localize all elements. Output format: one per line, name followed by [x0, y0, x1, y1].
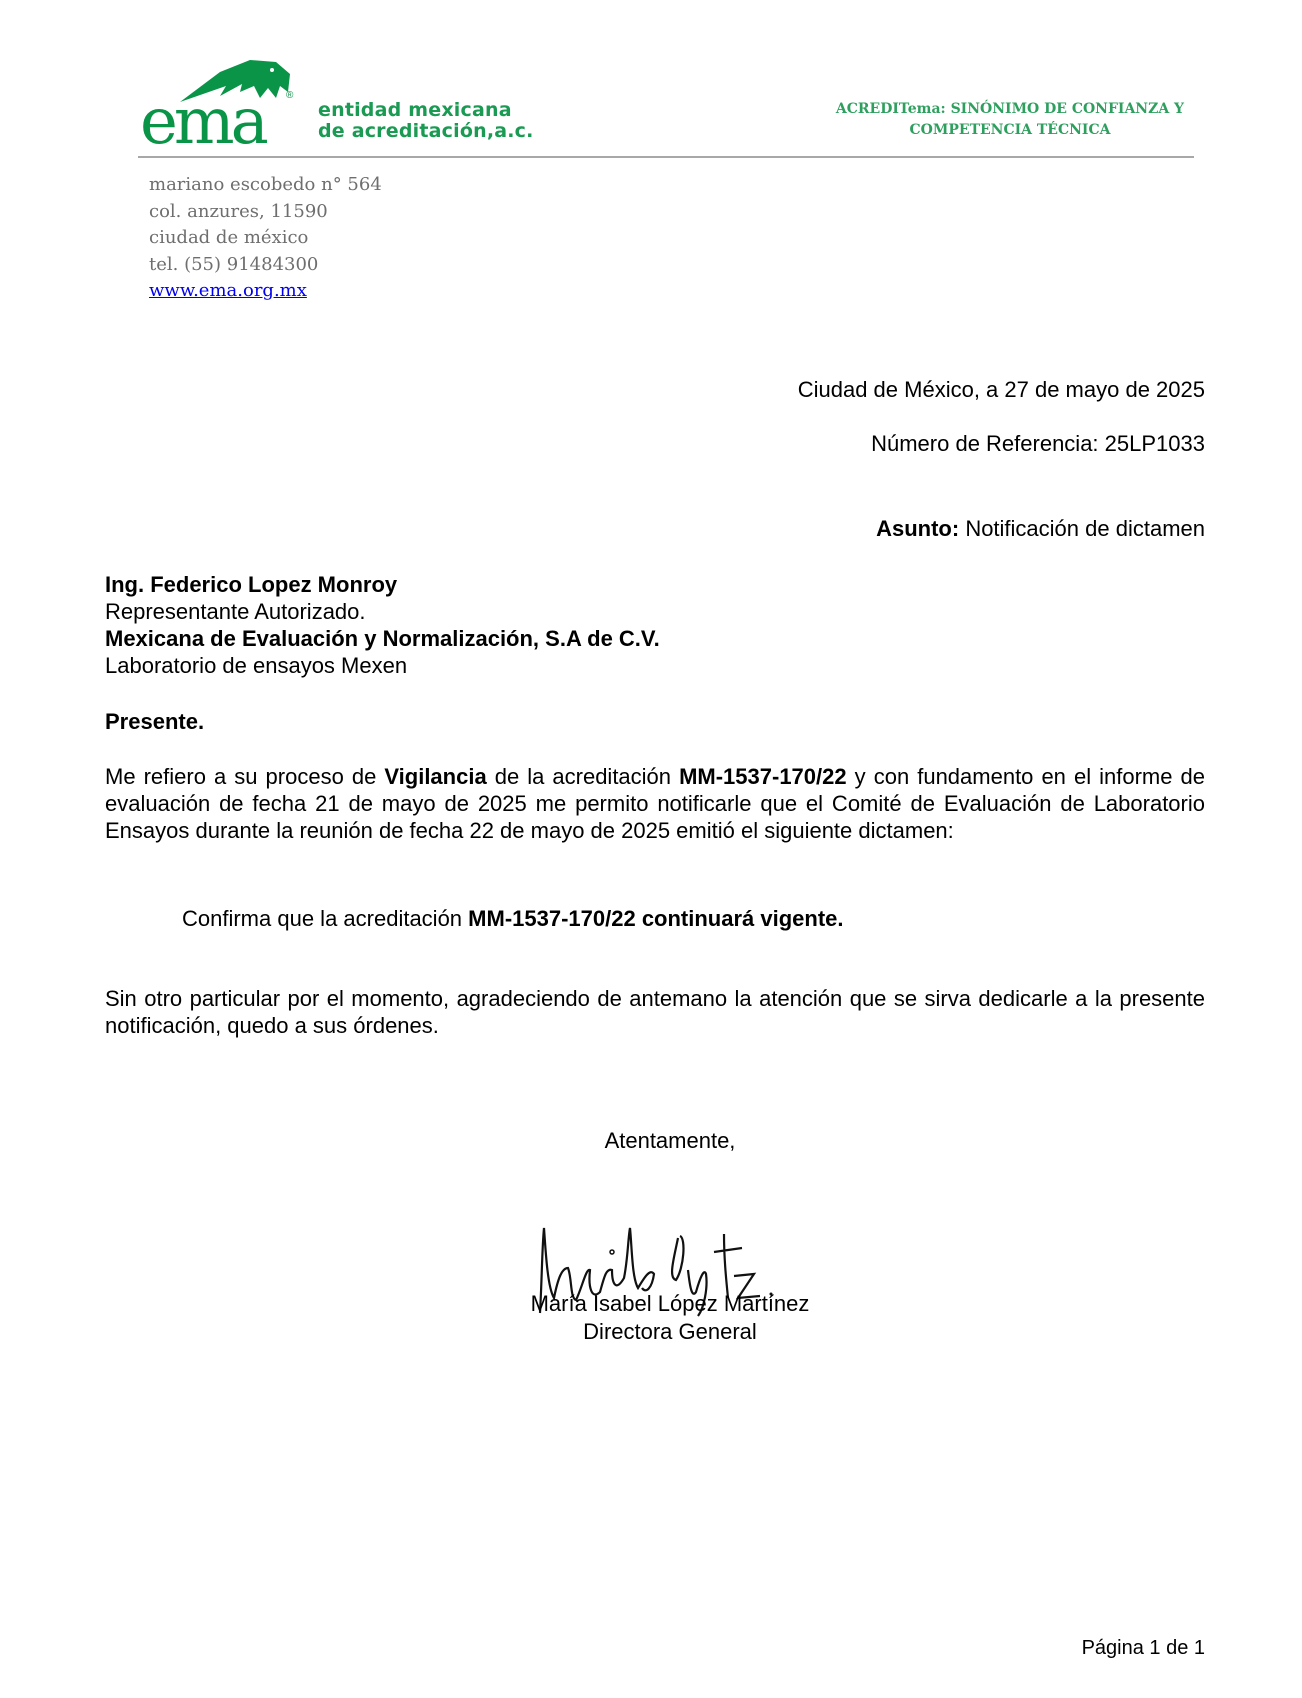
- dictamen: [182, 905, 1182, 932]
- reference-label: Número de Referencia:: [871, 431, 1099, 456]
- recipient-role: Representante Autorizado.: [105, 599, 366, 624]
- org-name-line2: de acreditación,a.c.: [318, 120, 534, 142]
- reference-number: 25LP1033: [1104, 431, 1205, 456]
- signatory-name: María Isabel López Martínez: [530, 1291, 810, 1316]
- sender-address: [149, 172, 382, 305]
- motto-line2: COMPETENCIA TÉCNICA: [909, 122, 1111, 138]
- dictamen-text: Confirma que la acreditación: [182, 906, 463, 931]
- subject-label: Asunto:: [876, 516, 960, 541]
- recipient-name: Ing. Federico Lopez Monroy: [105, 572, 398, 597]
- motto: [820, 99, 1200, 141]
- subject: [876, 516, 1205, 542]
- greeting: Presente.: [105, 709, 205, 734]
- reference: [871, 431, 1205, 457]
- page-number: Página 1 de 1: [1081, 1637, 1205, 1659]
- accreditation-number: MM-1537-170/22: [679, 764, 847, 789]
- body-text: y con fundamento en el informe de evaluación de fecha 21 de mayo de 2025 me permito notificarle que el Comité de Evaluación de Laboratorio Ensayos durante la reunión de fecha 22 de mayo de 2025 emitió el siguiente dictamen:: [105, 764, 1205, 843]
- recipient-block: [105, 571, 1205, 679]
- ema-wordmark: ema: [140, 85, 265, 159]
- website-link[interactable]: www.ema.org.mx: [149, 280, 307, 301]
- process-type: Vigilancia: [384, 764, 487, 789]
- address-city: ciudad de méxico: [149, 227, 309, 248]
- closing-paragraph: Sin otro particular por el momento, agradeciendo de antemano la atención que se sirva dedicarle a la presente notificación, quedo a sus órdenes.: [105, 986, 1205, 1038]
- address-colony: col. anzures, 11590: [149, 200, 328, 222]
- body-text: Me refiero a su proceso de: [105, 764, 377, 789]
- valediction: Atentamente,: [604, 1128, 736, 1153]
- recipient-lab: Laboratorio de ensayos Mexen: [105, 653, 408, 678]
- org-name: [318, 100, 534, 142]
- subject-text: Notificación de dictamen: [965, 516, 1205, 541]
- recipient-company: Mexicana de Evaluación y Normalización, S.A de C.V.: [105, 626, 660, 651]
- signatory-title: Directora General: [583, 1319, 757, 1344]
- body-text: de la acreditación: [494, 764, 672, 789]
- dictamen-result: MM-1537-170/22 continuará vigente.: [468, 906, 844, 931]
- ema-logo: [138, 58, 538, 159]
- registered-mark: ®: [286, 90, 294, 101]
- place-date: Ciudad de México, a 27 de mayo de 2025: [797, 377, 1205, 402]
- motto-line1: ACREDITema: SINÓNIMO DE CONFIANZA Y: [835, 101, 1185, 117]
- body-paragraph: [105, 763, 1205, 844]
- org-name-line1: entidad mexicana: [318, 99, 512, 121]
- address-phone: tel. (55) 91484300: [149, 253, 319, 275]
- header-divider: [138, 156, 1194, 158]
- address-street: mariano escobedo n° 564: [149, 174, 382, 195]
